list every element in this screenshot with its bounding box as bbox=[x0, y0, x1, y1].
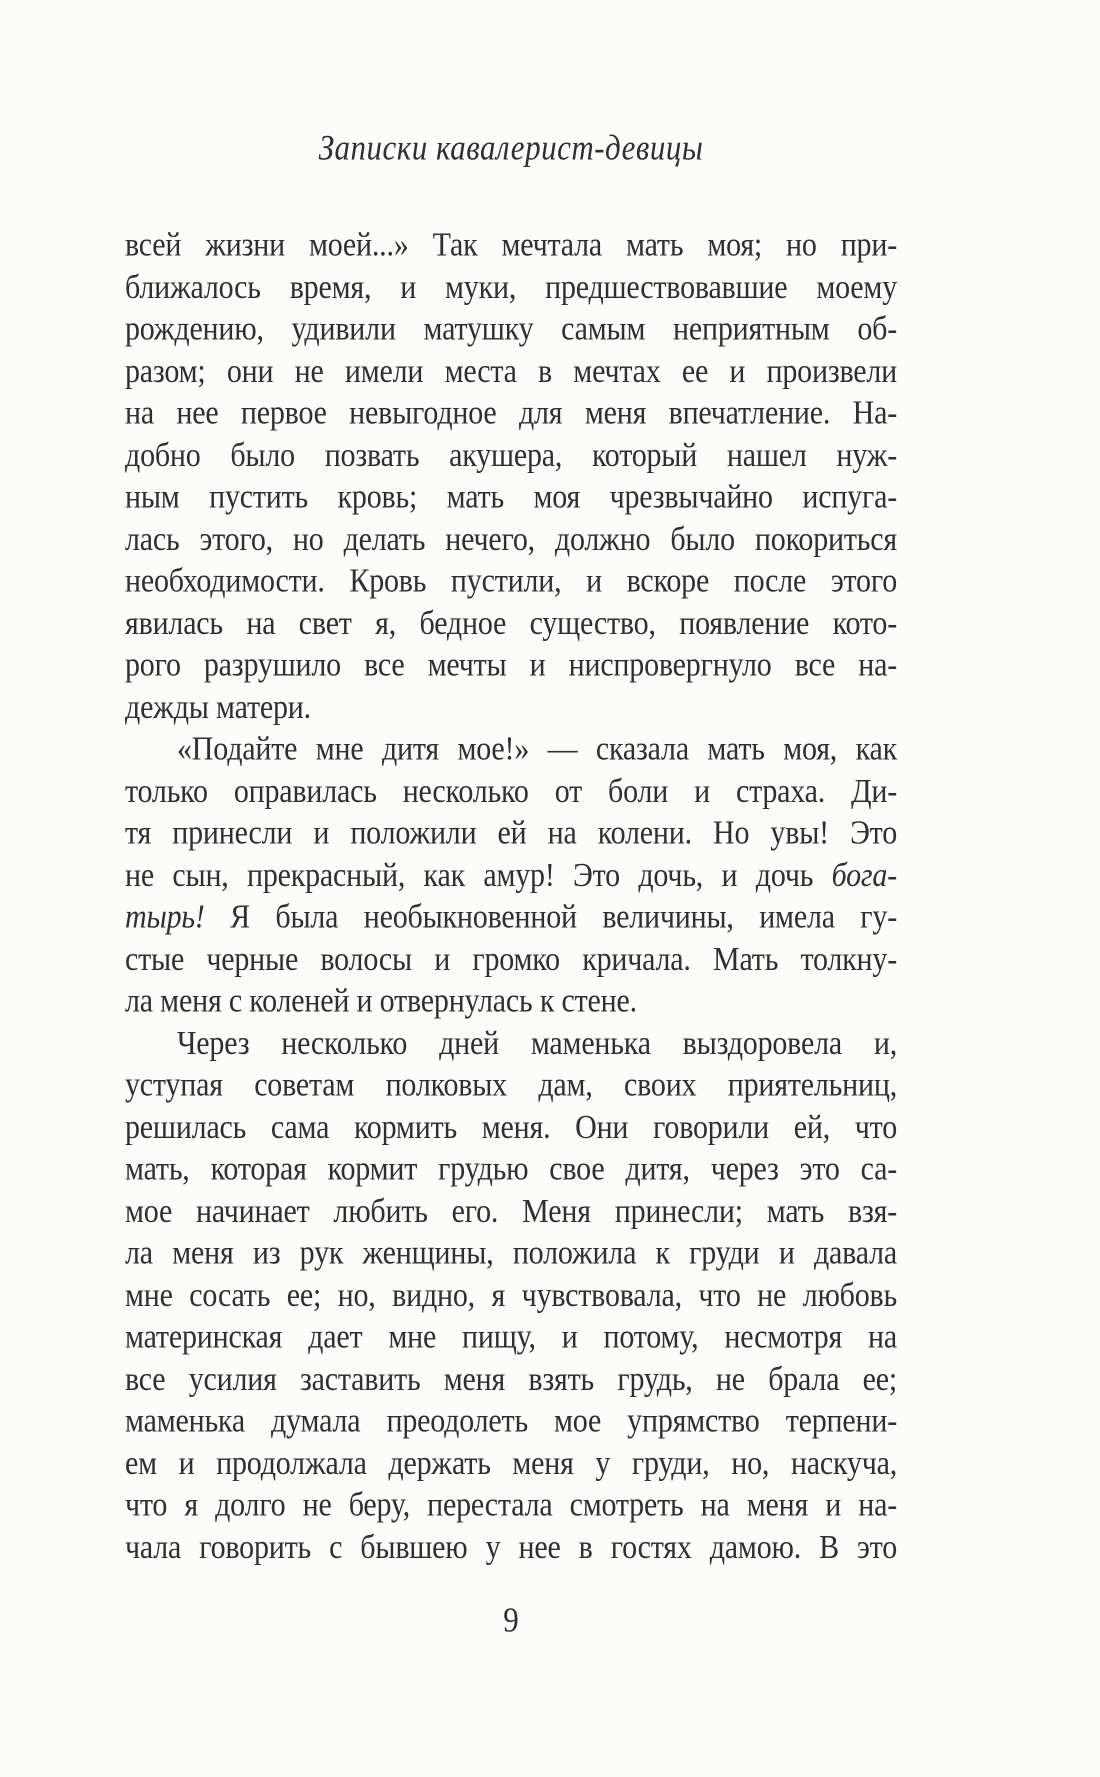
text-segment: Через несколько дней маменька выздоровела и, bbox=[177, 1024, 897, 1062]
text-segment: мое начинает любить его. Меня принесли; мать взя- bbox=[125, 1192, 897, 1230]
text-segment: маменька думала преодолеть мое упрямство терпени- bbox=[125, 1402, 897, 1440]
text-segment: материнская дает мне пищу, и потому, несмотря на bbox=[125, 1318, 897, 1356]
text-segment: рого разрушило все мечты и ниспровергнуло все на- bbox=[125, 646, 897, 684]
body-text bbox=[125, 224, 897, 1568]
italic-text: бога- bbox=[831, 856, 897, 894]
text-line bbox=[125, 1442, 897, 1484]
text-line bbox=[125, 1106, 897, 1148]
text-segment: лась этого, но делать нечего, должно было покориться bbox=[125, 520, 897, 558]
text-segment: решилась сама кормить меня. Они говорили ей, что bbox=[125, 1108, 897, 1146]
running-header: Записки кавалерист-девицы bbox=[318, 127, 704, 168]
text-segment: Я была необыкновенной величины, имела гу- bbox=[204, 898, 897, 936]
text-segment: ем и продолжала держать меня у груди, но, наскуча, bbox=[125, 1444, 897, 1482]
text-segment: явилась на свет я, бедное существо, появление кото- bbox=[125, 604, 897, 642]
text-segment: что я долго не беру, перестала смотреть на меня и на- bbox=[125, 1486, 897, 1524]
text-line bbox=[125, 1526, 897, 1568]
text-segment: все усилия заставить меня взять грудь, не брала ее; bbox=[125, 1360, 897, 1398]
page-number: 9 bbox=[503, 1600, 519, 1640]
text-segment: не сын, прекрасный, как амур! Это дочь, и дочь bbox=[125, 856, 832, 894]
text-line bbox=[125, 1274, 897, 1316]
text-line bbox=[125, 896, 897, 938]
text-segment: добно было позвать акушера, который нашел нуж- bbox=[125, 436, 897, 474]
text-segment: на нее первое невыгодное для меня впечатление. На- bbox=[125, 394, 897, 432]
text-line bbox=[125, 1148, 897, 1190]
text-line bbox=[125, 1400, 897, 1442]
text-line bbox=[125, 1358, 897, 1400]
text-line bbox=[125, 728, 897, 770]
text-line bbox=[125, 854, 897, 896]
text-segment: чала говорить с бывшею у нее в гостях дамою. В это bbox=[125, 1528, 897, 1566]
text-line bbox=[125, 1064, 897, 1106]
text-line bbox=[125, 686, 897, 728]
text-line bbox=[125, 308, 897, 350]
text-segment: дежды матери. bbox=[125, 688, 311, 726]
text-segment: мне сосать ее; но, видно, я чувствовала, что не любовь bbox=[125, 1276, 897, 1314]
text-line bbox=[125, 1316, 897, 1358]
text-line bbox=[125, 1190, 897, 1232]
text-line bbox=[125, 1484, 897, 1526]
text-line bbox=[125, 938, 897, 980]
text-segment: «Подайте мне дитя мое!» — сказала мать моя, как bbox=[177, 730, 897, 768]
text-line bbox=[125, 434, 897, 476]
text-line bbox=[125, 980, 897, 1022]
text-segment: ближалось время, и муки, предшествовавшие моему bbox=[125, 268, 897, 306]
text-line bbox=[125, 224, 897, 266]
text-segment: ным пустить кровь; мать моя чрезвычайно испуга- bbox=[125, 478, 897, 516]
text-line bbox=[125, 1232, 897, 1274]
text-line bbox=[125, 518, 897, 560]
text-segment: тя принесли и положили ей на колени. Но увы! Это bbox=[125, 814, 897, 852]
text-segment: рождению, удивили матушку самым неприятным об- bbox=[125, 310, 897, 348]
text-line bbox=[125, 350, 897, 392]
italic-text: тырь! bbox=[125, 898, 205, 936]
text-line bbox=[125, 770, 897, 812]
text-segment: ла меня из рук женщины, положила к груди и давала bbox=[125, 1234, 897, 1272]
text-segment: мать, которая кормит грудью свое дитя, через это са- bbox=[125, 1150, 897, 1188]
text-line bbox=[125, 392, 897, 434]
text-line bbox=[125, 1022, 897, 1064]
text-segment: только оправилась несколько от боли и страха. Ди- bbox=[125, 772, 897, 810]
text-line bbox=[125, 476, 897, 518]
text-segment: разом; они не имели места в мечтах ее и произвели bbox=[125, 352, 897, 390]
text-line bbox=[125, 644, 897, 686]
text-line bbox=[125, 266, 897, 308]
text-segment: ла меня с коленей и отвернулась к стене. bbox=[125, 982, 637, 1020]
text-segment: всей жизни моей...» Так мечтала мать моя; но при- bbox=[125, 226, 897, 264]
text-segment: уступая советам полковых дам, своих приятельниц, bbox=[125, 1066, 897, 1104]
text-line bbox=[125, 602, 897, 644]
text-line bbox=[125, 812, 897, 854]
text-segment: стые черные волосы и громко кричала. Мать толкну- bbox=[125, 940, 897, 978]
text-segment: необходимости. Кровь пустили, и вскоре после этого bbox=[125, 562, 897, 600]
text-line bbox=[125, 560, 897, 602]
